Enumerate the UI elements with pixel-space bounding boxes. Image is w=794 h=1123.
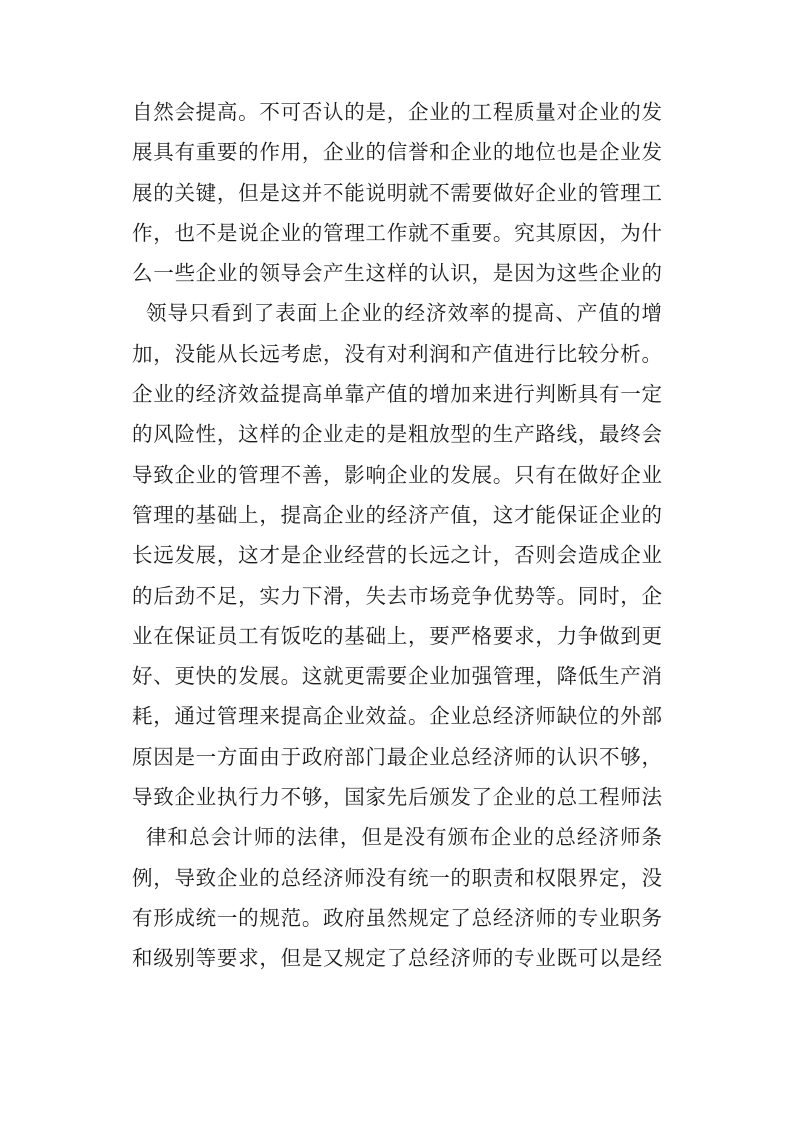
text-line: 展具有重要的作用，企业的信誉和企业的地位也是企业发 bbox=[132, 140, 662, 165]
text-line: 企业的经济效益提高单靠产值的增加来进行判断具有一定 bbox=[132, 382, 662, 407]
text-line: 耗，通过管理来提高企业效益。企业总经济师缺位的外部 bbox=[132, 704, 662, 729]
text-line: 的后劲不足，实力下滑，失去市场竞争优势等。同时，企 bbox=[132, 583, 662, 608]
text-line: 管理的基础上，提高企业的经济产值，这才能保证企业的 bbox=[132, 502, 662, 527]
text-line: 自然会提高。不可否认的是，企业的工程质量对企业的发 bbox=[132, 100, 662, 124]
text-line: 导致企业执行力不够，国家先后颁发了企业的总工程师法 bbox=[132, 785, 662, 810]
text-line: 例，导致企业的总经济师没有统一的职责和权限界定，没 bbox=[132, 865, 662, 890]
text-line: 业在保证员工有饭吃的基础上，要严格要求，力争做到更 bbox=[132, 623, 662, 648]
text-line: 么一些企业的领导会产生这样的认识，是因为这些企业的 bbox=[132, 261, 662, 286]
text-line: 的风险性，这样的企业走的是粗放型的生产路线，最终会 bbox=[132, 422, 662, 447]
text-line: 和级别等要求，但是又规定了总经济师的专业既可以是经 bbox=[132, 946, 662, 971]
text-line: 加，没能从长远考虑，没有对利润和产值进行比较分析。 bbox=[132, 341, 662, 366]
text-line: 作，也不是说企业的管理工作就不重要。究其原因，为什 bbox=[132, 220, 662, 245]
text-line: 有形成统一的规范。政府虽然规定了总经济师的专业职务 bbox=[132, 905, 662, 930]
text-line: 领导只看到了表面上企业的经济效率的提高、产值的增 bbox=[146, 301, 662, 326]
text-line: 律和总会计师的法律，但是没有颁布企业的总经济师条 bbox=[146, 825, 662, 850]
text-line: 导致企业的管理不善，影响企业的发展。只有在做好企业 bbox=[132, 462, 662, 487]
text-line: 展的关键，但是这并不能说明就不需要做好企业的管理工 bbox=[132, 180, 662, 205]
text-line: 长远发展，这才是企业经营的长远之计，否则会造成企业 bbox=[132, 543, 662, 568]
body-text bbox=[132, 92, 662, 979]
text-line: 原因是一方面由于政府部门最企业总经济师的认识不够， bbox=[132, 744, 662, 769]
text-line: 好、更快的发展。这就更需要企业加强管理，降低生产消 bbox=[132, 664, 662, 689]
